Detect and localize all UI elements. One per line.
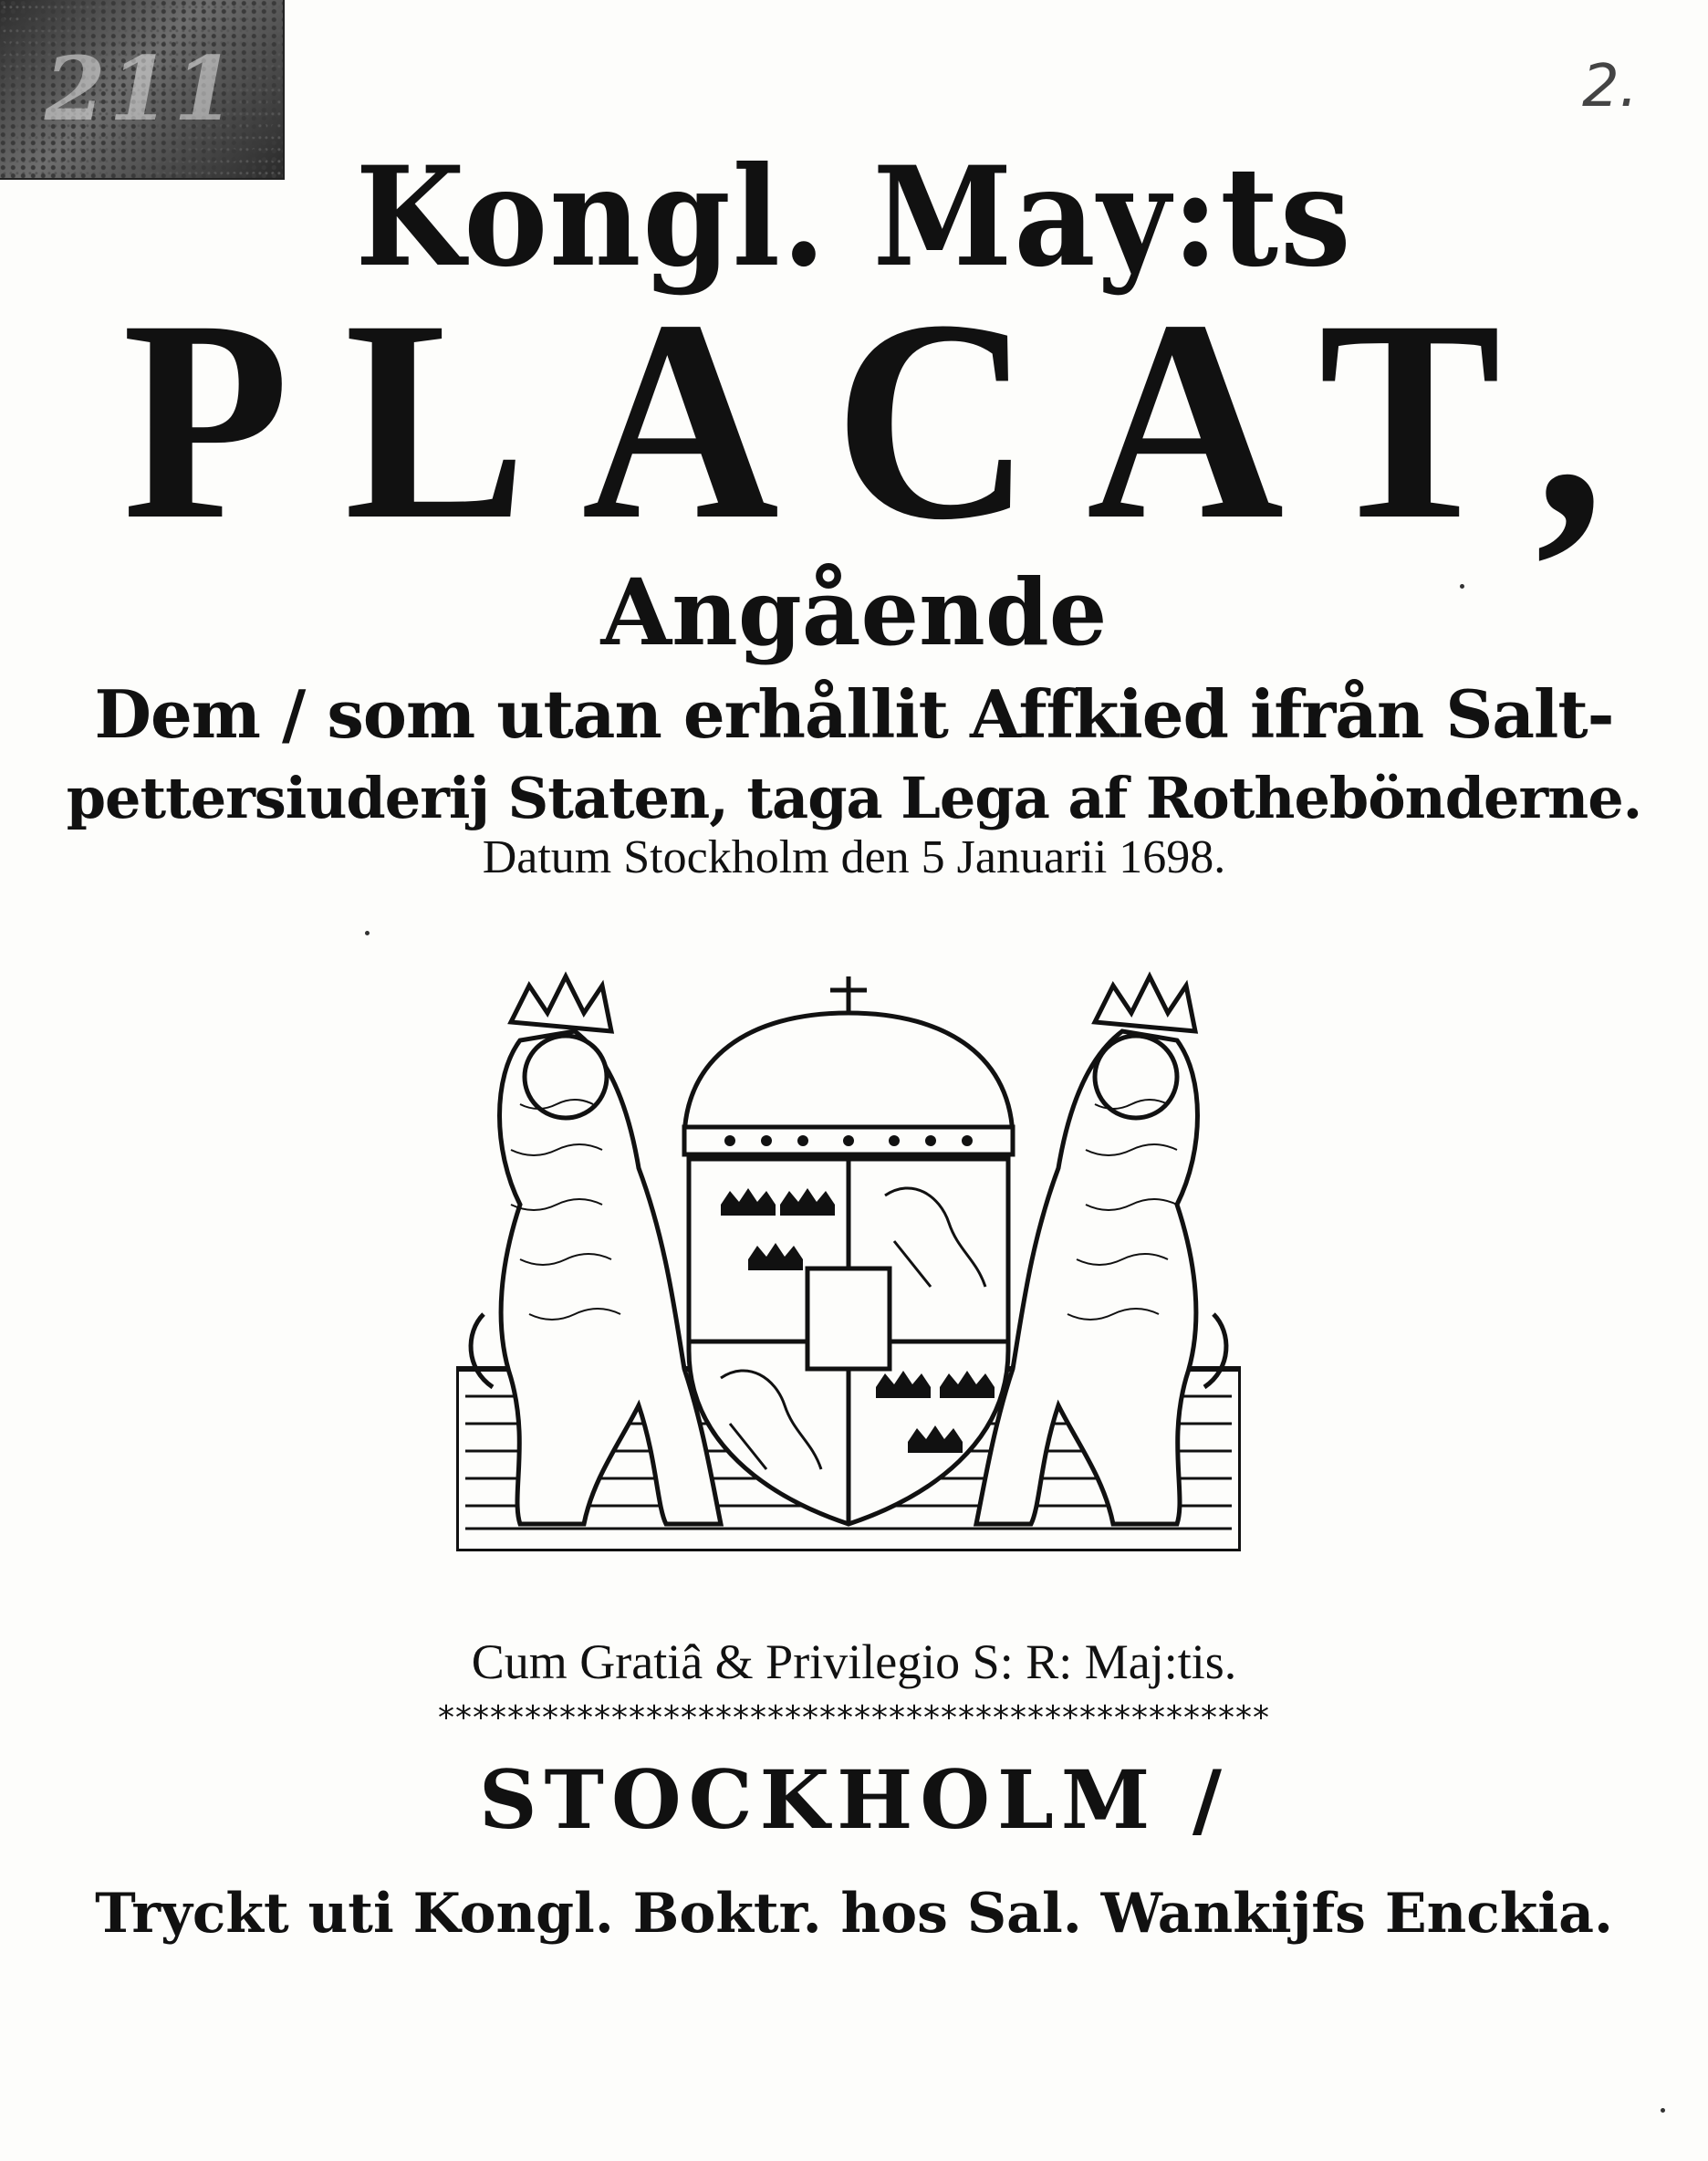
title-kongl-mayts: Kongl. May:ts — [355, 137, 1353, 298]
ink-speck — [1460, 584, 1464, 589]
imprint-printer: Tryckt uti Kongl. Boktr. hos Sal. Wankijfs Enckia. — [95, 1882, 1613, 1946]
royal-crown — [684, 976, 1013, 1154]
title-placat: PLACAT, — [122, 260, 1659, 579]
subtitle-description-line-1: Dem / som utan erhållit Affkied ifrån Salt- — [94, 675, 1614, 753]
coat-of-arms-emblem — [456, 967, 1241, 1551]
asterisk-separator: ************************************************ — [438, 1699, 1270, 1737]
ink-speck — [365, 931, 370, 935]
subtitle-angaende: Angående — [600, 559, 1108, 666]
ink-speck — [1661, 2108, 1665, 2113]
date-line: Datum Stockholm den 5 Januarii 1698. — [482, 831, 1226, 883]
stamp-number: 211 — [44, 37, 239, 141]
imprint-city: STOCKHOLM / — [478, 1752, 1230, 1847]
privilege-line: Cum Gratiâ & Privilegio S: R: Maj:tis. — [471, 1634, 1237, 1689]
page-number: 2. — [1582, 53, 1639, 120]
subtitle-description-line-2: pettersiuderij Staten, taga Lega af Rothebönderne. — [66, 765, 1642, 831]
